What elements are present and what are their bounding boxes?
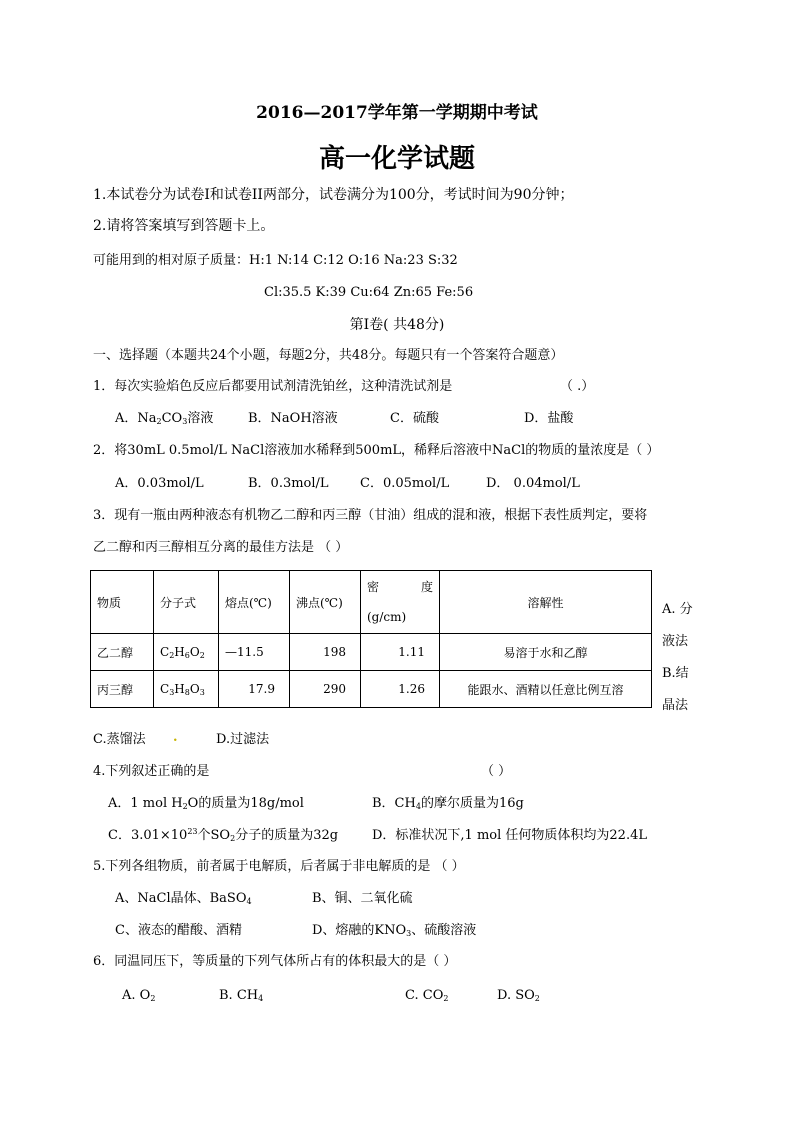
question-1-option-b: B．NaOH溶液 [248,411,338,426]
properties-table [90,570,652,708]
table-cell: 198 [290,634,361,671]
question-4-option-c: C．$3.01\times 10^{23}$个$SO_2$分子的质量为32g [108,827,339,843]
question-3-stem-line-2: 乙二醇和丙三醇相互分离的最佳方法是 （ ） [93,540,349,555]
question-2-option-b: B．0.3mol/L [248,476,329,491]
note-2: 2.请将答案填写到答题卡上。 [93,218,275,234]
question-3-option-b-line-2: 晶法 [662,698,689,713]
table-header-cell: 分子式 [154,571,219,634]
question-4-stem: 4.下列叙述正确的是 [93,764,210,779]
question-4-option-b: B．$CH_4$的摩尔质量为16g [372,796,524,811]
table-header-row [91,571,652,634]
table-cell: 17.9 [219,671,290,708]
section-title: 第Ⅰ卷( 共48分) [349,317,445,333]
table-row [91,634,652,671]
question-2-option-d: D． 0.04mol/L [486,476,580,491]
table-cell-formula: $C_3H_8O_3$ [154,671,219,708]
table-header-cell: 沸点(℃) [290,571,361,634]
question-6-stem: 6．同温同压下，等质量的下列气体所占有的体积最大的是（ ） [93,954,457,969]
table-header-cell: 溶解性 [440,571,652,634]
atomic-mass-line-2: Cl:35.5 K:39 Cu:64 Zn:65 Fe:56 [264,285,474,300]
question-6-option-a: A. $O_2$ [122,988,156,1003]
question-3-option-b-line-1: B.结 [662,666,689,681]
section-instruction: 一、选择题（本题共24个小题，每题2分，共48分。每题只有一个答案符合题意） [93,348,564,363]
question-1-option-c: C．硫酸 [390,411,439,426]
table-cell: 能跟水、酒精以任意比例互溶 [440,671,652,708]
question-6-option-b: B. $CH_4$ [219,988,264,1003]
table-cell: 乙二醇 [91,634,154,671]
table-cell: 丙三醇 [91,671,154,708]
question-4-option-d: D．标准状况下,1 mol 任何物质体积均为22.4L [372,828,647,843]
question-3-option-d: D.过滤法 [216,732,270,747]
question-3-option-c: C.蒸馏法 [93,732,146,747]
table-header-cell: 熔点(℃) [219,571,290,634]
table-cell: —11.5 [219,634,290,671]
exam-year-title: 2016—2017学年第一学期期中考试 [256,103,538,123]
stray-dot: . [173,730,178,745]
density-unit: (g/cm) [367,610,407,624]
question-4-option-a: A．1 mol $H_2O$的质量为18g/mol [108,796,304,811]
note-1: 1.本试卷分为试卷Ⅰ和试卷II两部分，试卷满分为100分，考试时间为90分钟； [93,187,574,203]
question-5-stem: 5.下列各组物质，前者属于电解质，后者属于非电解质的是 （ ） [93,859,465,874]
table-cell: 290 [290,671,361,708]
question-4-answer-paren: （ ） [481,764,512,779]
table-cell: 1.11 [361,634,440,671]
table-row [91,671,652,708]
question-1-option-d: D．盐酸 [524,411,574,426]
atomic-mass-line-1: 可能用到的相对原子质量：H:1 N:14 C:12 O:16 Na:23 S:32 [93,253,458,268]
table-cell: 易溶于水和乙醇 [440,634,652,671]
table-header-cell-density: 密 度 (g/cm) [361,571,440,634]
table-header-cell: 物质 [91,571,154,634]
question-5-option-a: A、NaCl晶体、BaSO$_4$ [115,891,252,906]
question-3-option-a-line-2: 液法 [662,634,689,649]
question-5-option-b: B、铜、二氧化硫 [312,891,413,906]
question-1-stem: 1．每次实验焰色反应后都要用试剂清洗铂丝，这种清洗试剂是 [93,379,453,394]
question-3-option-a-line-1: A. 分 [662,602,693,617]
question-1-option-a: A．$Na_2CO_3$溶液 [115,411,214,426]
table-cell-formula: $C_2H_6O_2$ [154,634,219,671]
exam-title: 高一化学试题 [318,144,475,174]
question-6-option-d: D. $SO_2$ [497,988,540,1003]
question-2-option-a: A．0.03mol/L [115,476,204,491]
question-1-answer-paren: （ .） [560,379,595,394]
question-3-stem-line-1: 3．现有一瓶由两种液态有机物乙二醇和丙三醇（甘油）组成的混和液，根据下表性质判定，要将 [93,508,648,523]
table-cell: 1.26 [361,671,440,708]
question-5-option-c: C、液态的醋酸、酒精 [115,923,242,938]
question-6-option-c: C. $CO_2$ [405,988,449,1003]
question-2-stem: 2．将30mL 0.5mol/L NaCl溶液加水稀释到500mL，稀释后溶液中NaCl的物质的量浓度是（ ） [93,443,660,458]
question-2-option-c: C．0.05mol/L [360,476,450,491]
question-5-option-d: D、熔融的$KNO_3$、硫酸溶液 [312,923,477,938]
